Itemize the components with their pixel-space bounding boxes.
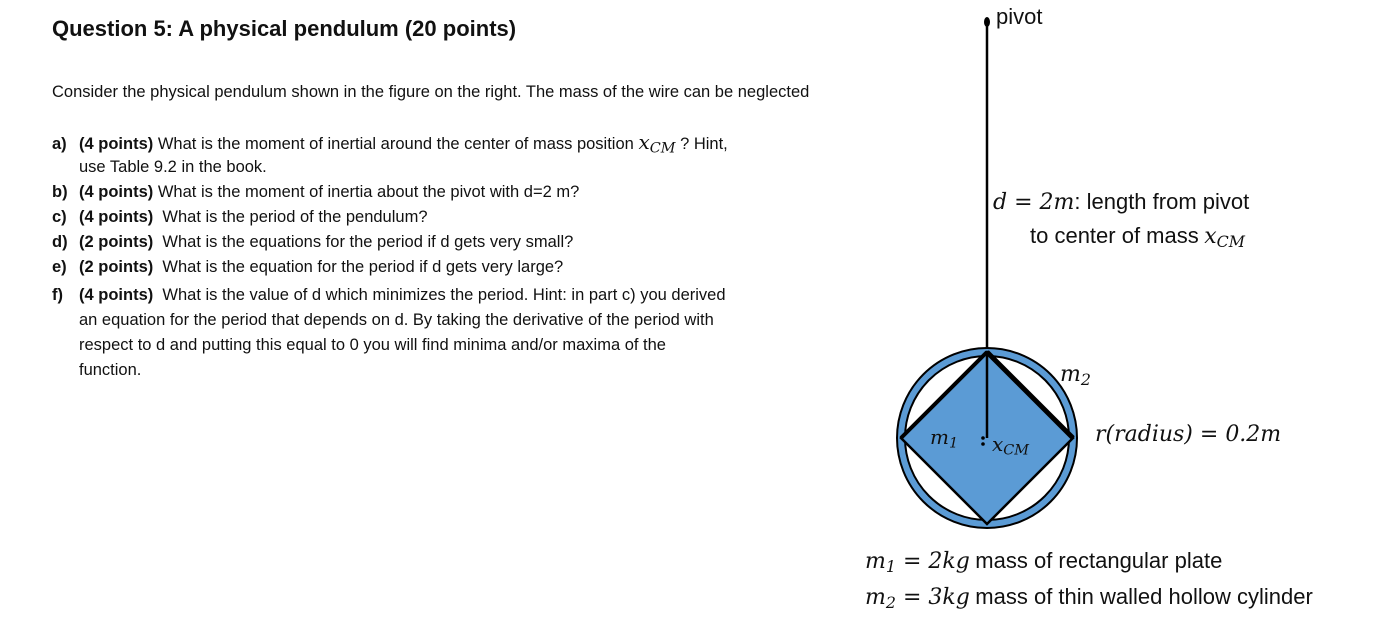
question-points: (4 points): [79, 208, 154, 226]
question-label: c): [52, 208, 67, 226]
question-text: What is the value of d which minimizes the period. Hint: in part c) you derived: [162, 286, 726, 304]
question-label: a): [52, 135, 67, 153]
question-text: What is the moment of inertial around the center of mass position: [157, 135, 634, 153]
question-f-continuation-3: function.: [79, 361, 142, 379]
question-text: What is the period of the pendulum?: [162, 208, 428, 226]
question-label: b): [52, 183, 68, 201]
question-f-continuation-1: an equation for the period that depends on d. By taking the derivative of the period with: [79, 311, 714, 329]
question-points: (2 points): [79, 258, 154, 276]
question-label: e): [52, 258, 67, 276]
center-of-mass-dot: [981, 442, 985, 446]
m1-definition: $m_1 = 2kg$ mass of rectangular plate: [865, 548, 1223, 576]
question-f-continuation-2: respect to d and putting this equal to 0 you will find minima and/or maxima of the: [79, 336, 666, 354]
question-text-after: ? Hint,: [680, 135, 728, 153]
question-a-continuation: use Table 9.2 in the book.: [79, 158, 267, 176]
question-points: (4 points): [79, 183, 154, 201]
m2-label: $m_2$: [1060, 362, 1091, 389]
question-text: What is the equations for the period if d gets very small?: [162, 233, 574, 251]
xcm-variable: $x_{CM}$: [638, 130, 676, 157]
question-points: (2 points): [79, 233, 154, 251]
center-of-mass-dot: [981, 436, 985, 440]
question-title: Question 5: A physical pendulum (20 points): [52, 16, 517, 41]
d-label-line2: to center of mass $x_{CM}$: [1030, 223, 1245, 251]
intro-text: Consider the physical pendulum shown in the figure on the right. The mass of the wire can be neglected: [52, 83, 810, 101]
question-points: (4 points): [79, 286, 154, 304]
radius-label: r(radius) = 0.2m: [1095, 422, 1282, 447]
question-text: What is the equation for the period if d gets very large?: [162, 258, 564, 276]
d-label: d = 2m: length from pivot: [993, 189, 1250, 215]
pivot-point: [984, 17, 990, 27]
xcm-label: $x_{CM}$: [992, 432, 1030, 459]
m2-definition: $m_2 = 3kg$ mass of thin walled hollow cylinder: [865, 584, 1313, 612]
question-label: d): [52, 233, 68, 251]
question-points: (4 points): [79, 135, 154, 153]
question-label: f): [52, 286, 63, 304]
question-text: What is the moment of inertia about the pivot with d=2 m?: [157, 183, 580, 201]
m1-label: $m_1$: [930, 425, 959, 452]
pivot-label: pivot: [996, 4, 1043, 29]
